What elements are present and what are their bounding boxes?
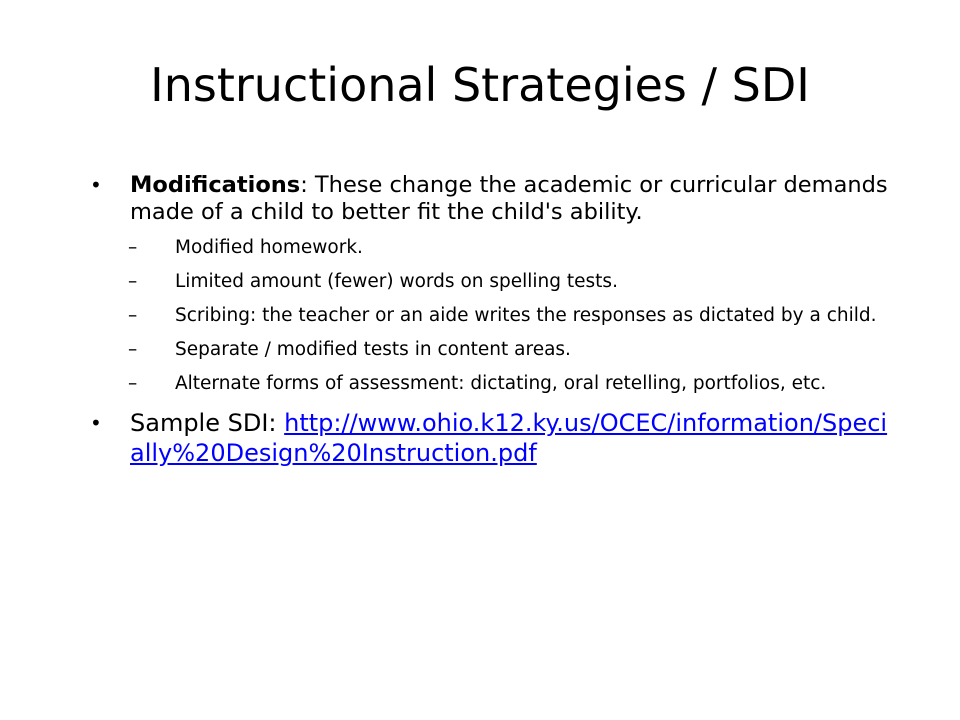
bullet-text: Sample SDI:: [130, 409, 285, 437]
sub-item: [128, 236, 890, 260]
bullet-marker: •: [90, 411, 102, 435]
bullet-sample-sdi: [90, 408, 890, 468]
sub-marker: –: [128, 339, 138, 360]
slide-body: [90, 172, 890, 468]
bullet-modifications: [90, 172, 890, 226]
bullet-lead-text: Modifications: [130, 172, 301, 198]
bullet-marker: •: [90, 173, 102, 197]
slide-title: Instructional Strategies / SDI: [150, 58, 810, 112]
sub-list: [90, 236, 890, 396]
sub-item-text: Scribing: the teacher or an aide writes the responses as dictated by a child.: [175, 305, 877, 326]
sub-item-text: Separate / modified tests in content areas.: [175, 339, 571, 360]
sdi-pdf-link[interactable]: http://www.ohio.k12.ky.us/OCEC/information/Specially%20Design%20Instruction.pdf: [130, 409, 888, 467]
sub-item: [128, 304, 890, 328]
bullet-text: : These change the academic or curricular demands made of a child to better fit the child's ability.: [130, 172, 888, 225]
sub-item: [128, 372, 890, 396]
sub-marker: –: [128, 271, 138, 292]
sub-marker: –: [128, 373, 138, 394]
sub-item-text: Limited amount (fewer) words on spelling tests.: [175, 271, 618, 292]
sub-item-text: Alternate forms of assessment: dictating, oral retelling, portfolios, etc.: [175, 373, 827, 394]
sub-marker: –: [128, 305, 138, 326]
sub-item-text: Modified homework.: [175, 237, 363, 258]
sub-marker: –: [128, 237, 138, 258]
sub-item: [128, 270, 890, 294]
sub-item: [128, 338, 890, 362]
